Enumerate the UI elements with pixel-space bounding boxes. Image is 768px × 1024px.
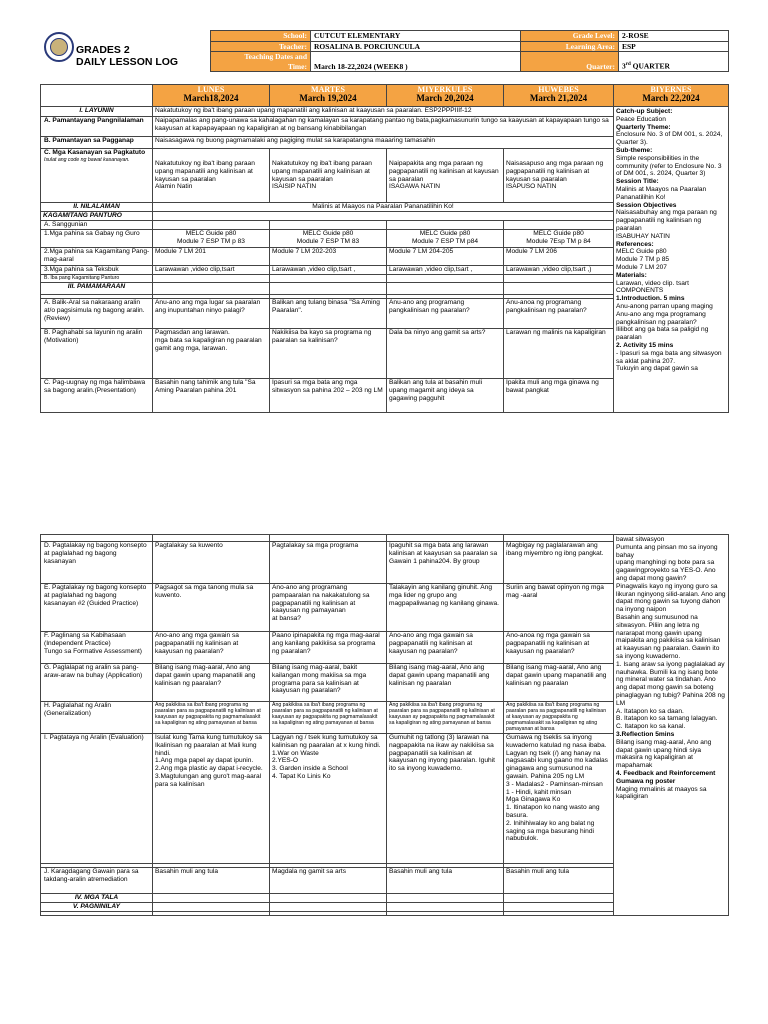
teks-cell: Larawawan ,video clip,tsart xyxy=(153,266,270,275)
generalization-label: H. Paglalahat ng Aralin (Generalization) xyxy=(41,702,153,734)
evaluation-cell: Isulat kung Tama kung tumutukoy sa Ikalinisan ng paaralan at Mali kung hindi. 1.Ang mga papel ay dapat ipunin. 2.Ang mga plastic ay dapat i-recycle. 3.Magtulungan ang guro't mag-aaral para sa kalinisan xyxy=(153,734,270,864)
side-note-line: 2. Activity 15 mins xyxy=(616,341,674,349)
balik-aral-label: A. Balik-Aral sa nakaraang aralin at/o pagsisimula ng bagong aralin.(Review) xyxy=(41,299,153,329)
nilalaman-text: Malinis at Maayos na Paaralan Pananatilihin Ko! xyxy=(153,203,614,212)
side-note-line: References: xyxy=(616,240,654,248)
lesson-table-page1 xyxy=(40,84,729,413)
independent-practice-cell: Ano-ano ang mga gawain sa pagpapanatili ng kalinisan at kaayusan ng paaralan? xyxy=(387,632,504,664)
document-title xyxy=(76,44,178,68)
gabay-cell: MELC Guide p80 Module 7 ESP TM 83 xyxy=(270,230,387,248)
pag-uugnay-cell: Ipakita muli ang mga ginawa ng bawat pangkat xyxy=(504,379,614,413)
side-note-line: Gumawa ng poster xyxy=(616,777,676,785)
generalization-cell: Ang pakikiisa sa iba't ibang programa ng paaralan para sa pagpapanatili ng kalinisan at kaayusan ay pagpapakita ng pagmamalasakit sa kapaligiran ng ating pamayanan at bansa xyxy=(153,702,270,734)
side-note-line: Tukuyin ang dapat gawin sa xyxy=(616,365,698,373)
guided-practice-cell: Suriin ang bawat opinyon ng mga mag -aaral xyxy=(504,584,614,632)
side-note-line: 4. Feedback and Reinforcement xyxy=(616,769,716,777)
takdang-aralin-label: J. Karagdagang Gawain para sa takdang-aralin atremediation xyxy=(41,868,153,894)
generalization-cell: Ang pakikiisa sa iba't ibang programa ng paaralan para sa pagpapanatili ng kalinisan at kaayusan ay pagpapakita ng pagmamalasakit sa kapaligiran ng ating pamayanan at bansa xyxy=(270,702,387,734)
teacher-value: ROSALINA B. PORCIUNCULA xyxy=(311,41,521,52)
pagtalakay-cell: Pagtalakay sa kuwento xyxy=(153,542,270,584)
iba-pang-kagamitan-label: B. Iba pang Kagamitang Panturo xyxy=(41,275,153,283)
layunin-heading: I. LAYUNIN xyxy=(41,107,153,117)
side-note-line: Session Title: xyxy=(616,178,659,186)
day-header-lunes: LUNES March18,2024 xyxy=(153,85,270,107)
day-header-miyerkules: MIYERKULES March 20,2024 xyxy=(387,85,504,107)
pagtalakay-cell: Magbigay ng paglalarawan ang ibang miyembro ng ibng pangkat. xyxy=(504,542,614,584)
school-label: School: xyxy=(211,31,311,42)
friday-side-column-p2 xyxy=(614,535,729,916)
side-note-line: 1.Introduction. 5 mins xyxy=(616,295,685,303)
mga-tala-heading: IV. MGA TALA xyxy=(41,894,153,903)
side-note-line: Catch-up Subject: xyxy=(616,108,673,115)
day-header-biyernes: BIYERNES March 22,2024 xyxy=(614,85,729,107)
guided-practice-label: E. Pagtalakay ng bagong konsepto at paglalahad ng bagong kasanayan #2 (Guided Practice) xyxy=(41,584,153,632)
kagamitan-heading: KAGAMITANG PANTURO xyxy=(41,212,153,221)
balik-aral-cell: Anu-anoa ng programang pangkalinisan ng paaralan? xyxy=(504,299,614,329)
side-note-line: Malinis at Maayos na Paaralan Pananatilihin Ko! xyxy=(616,185,707,201)
pagtalakay-cell: Ipaguhit sa mga bata ang larawan kalinisan at kaayusan sa paaralan sa Gawain 1 pahina204. By group xyxy=(387,542,504,584)
side-note-line: upang manghingi ng bote para sa gagawingproyekto sa YES-O. Ano ang dapat mong gawin? xyxy=(616,559,716,582)
side-note-line: 1. Isang araw sa iyong paglalakad ay nauhawka. Bumili ka ng isang bote ng mineral water sa tindahan. Ano ang dapat mong gawin sa boteng pinaglagyan ng tubig? Pahina 208 ng LM xyxy=(616,660,725,707)
independent-practice-label: F. Paglinang sa Kabihasaan (Independent Practice) Tungo sa Formative Assessment) xyxy=(41,632,153,664)
side-note-line: 3.Reflection 5mins xyxy=(616,730,675,738)
pag-uugnay-cell: Ipasuri sa mga bata ang mga sitwasyon sa pahina 202 – 203 ng LM xyxy=(270,379,387,413)
teacher-label: Teacher: xyxy=(211,41,311,52)
side-note-line: Module 7 LM 207 xyxy=(616,263,667,271)
grade-label: Grade Level: xyxy=(521,31,619,42)
side-note-line: A. Itatapon ko sa daan. xyxy=(616,707,684,715)
teks-cell: Larawawan ,video clip,tsart , xyxy=(387,266,504,275)
gabay-cell: MELC Guide p80 Module 7 ESP TM p 83 xyxy=(153,230,270,248)
evaluation-cell: Gumawa ng tseklis sa inyong kuwaderno katulad ng nasa ibaba. Lagyan ng tsek (/) ang hanay na nagsasabi kung gaano mo kadalas ginagawa ang sumusunod na gawain. Pahina 205 ng LM 3 - Madalas2 - Paminsan-minsan 1 - Hindi, kahit minsan Mga Ginagawa Ko 1. Itinatapon ko nang wasto ang basura. 2. Inihihiwalay ko ang balat ng saging sa mga basurang hindi nabubulok. xyxy=(504,734,614,864)
kagamitang-pang-mag-aaral-label: 2.Mga pahina sa Kagamitang Pang-mag-aaral xyxy=(41,248,153,266)
application-cell: Bilang isang mag-aaral, Ano ang dapat gawin upang mapanatili ang kalinisan ng paaralan? xyxy=(153,664,270,702)
sanggunian-label: A. Sanggunian xyxy=(41,221,153,230)
takdang-aralin-cell: Basahin muli ang tula xyxy=(504,868,614,894)
side-note-line: Materials: xyxy=(616,271,647,279)
side-note-line: Session Objectives xyxy=(616,201,677,209)
teks-cell: Larawawan ,video clip,tsart ,) xyxy=(504,266,614,275)
deped-seal-icon xyxy=(44,32,74,62)
side-note-line: Quarterly Theme: xyxy=(616,123,671,131)
gabay-cell: MELC Guide p80 Module 7Esp TM p 84 xyxy=(504,230,614,248)
takdang-aralin-cell: Magdala ng gamit sa arts xyxy=(270,868,387,894)
side-note-line: Pumunta ang pinsan mo sa inyong bahay xyxy=(616,543,718,559)
side-note-line: Sub-theme: xyxy=(616,146,653,154)
day-header-martes: MARTES March 19,2024 xyxy=(270,85,387,107)
evaluation-cell: Gumuhit ng tatlong (3) larawan na nagpapakita na ikaw ay nakikiisa sa pagpapanatili sa kalinisan at kaayusan ng inyong paaralan. Iguhit ito sa inyong kuwaderno. xyxy=(387,734,504,864)
balik-aral-cell: Anu-ano ang mga lugar sa paaralan ang inupuntahan ninyo palagi? xyxy=(153,299,270,329)
pagtalakay-cell: Pagtalakay sa mga programa xyxy=(270,542,387,584)
paghahabi-cell: Larawan ng malinis na kapaligiran xyxy=(504,329,614,379)
quarter-label: Quarter: xyxy=(521,52,619,72)
generalization-cell: Ang pakikiisa sa iba't ibang programa ng paaralan para sa pagpapanatili ng kalinisan at kaayusan ay pagpapakita ng pagmamalasakit sa kapaligiran ng ating pamayanan at bansa xyxy=(387,702,504,734)
area-label: Learning Area: xyxy=(521,41,619,52)
side-note-line: Basahin ang sumusunod na sitwasyon. Piliin ang letra ng nararapat mong gawin upang maipakita ang pakikiisa sa kalinisan at kaayusan ng paaralan. Gawin ito sa inyong kuwaderno. xyxy=(616,613,721,660)
side-note-line: C. Itatapon ko sa kanal. xyxy=(616,723,686,731)
gabay-label: 1.Mga pahina sa Gabay ng Guro xyxy=(41,230,153,248)
guided-practice-cell: Talakayin ang kanilang ginuhit. Ang mga lider ng grupo ang magpapaliwanag ng kanilang ginawa. xyxy=(387,584,504,632)
kasanayan-cell: Naipapakita ang mga paraan ng pagpapanatili ng kalinisan at kayusan sa paaralan ISAGAWA NATIN xyxy=(387,149,504,203)
kag-cell: Module 7 LM 204-205 xyxy=(387,248,504,266)
paghahabi-cell: Dala ba ninyo ang gamit sa arts? xyxy=(387,329,504,379)
pamantayang-text: Naipapamalas ang pang-unawa sa kahalagahan ng kamalayan sa karapatang pantao ng bata,pagkamasunurin tungo sa kaayusan at kapayapaan tungo sa kaayusan at kapapayapaan ng kapaligiran at ng bansang kinabibilangan xyxy=(153,117,614,137)
independent-practice-cell: Paano ipinapakita ng mga mag-aaral ang kanilang pakikiisa sa programa ng paaralan? xyxy=(270,632,387,664)
independent-practice-cell: Ano-anoa ng mga gawain sa pagpapanatili ng kalinisan at kaayusan ng paaralan? xyxy=(504,632,614,664)
application-label: G. Paglalapat ng aralin sa pang-araw-araw na buhay (Application) xyxy=(41,664,153,702)
pag-uugnay-label: C. Pag-uugnay ng mga halimbawa sa bagong aralin.(Presentation) xyxy=(41,379,153,413)
title-grade: GRADES 2 xyxy=(76,44,130,56)
paghahabi-label: B. Paghahabi sa layunin ng aralin (Motivation) xyxy=(41,329,153,379)
area-value: ESP xyxy=(619,41,729,52)
paghahabi-cell: Pagmasdan ang larawan. mga bata sa kapaligiran ng paaralan gamit ang mga, larawan. xyxy=(153,329,270,379)
kasanayan-cell: Naisasapuso ang mga paraan ng pagpapanatili ng kalinisan at kayusan sa paaralan ISAPUSO NATIN xyxy=(504,149,614,203)
kasanayan-cell: Nakatutukoy ng iba't ibang paraan upang mapanatili ang kalinisan at kayusan sa paaralan ISAISIP NATIN xyxy=(270,149,387,203)
kasanayan-label: C. Mga Kasanayan sa Pagkatuto Isulat ang code ng bawat kasanayan. xyxy=(41,149,153,203)
pagganap-label: B. Pamantayan sa Pagganap xyxy=(41,137,153,149)
side-note-line: MELC Guide p80 xyxy=(616,248,667,256)
grade-value: 2-ROSE xyxy=(619,31,729,42)
pamantayang-label: A. Pamantayang Pangnilalaman xyxy=(41,117,153,137)
takdang-aralin-cell: Basahin muli ang tula xyxy=(387,868,504,894)
header-table xyxy=(210,30,729,72)
kag-cell: Module 7 LM 206 xyxy=(504,248,614,266)
balik-aral-cell: Anu-ano ang programang pangkalinisan ng paaralan? xyxy=(387,299,504,329)
kag-cell: Module 7 LM 201 xyxy=(153,248,270,266)
side-note-line: COMPONENTS xyxy=(616,287,664,295)
paghahabi-cell: Nakikiisa ba kayo sa programa ng paaralan sa kalinisan? xyxy=(270,329,387,379)
pagninilay-heading: V. PAGNINILAY xyxy=(41,903,153,912)
school-value: CUTCUT ELEMENTARY xyxy=(311,31,521,42)
side-note-line: Pinagwalis kayo ng inyong guro sa likuran nginyong silid-aralan. Ano ang dapat mong gawin sa tuyong dahon na inyong naipon xyxy=(616,582,726,614)
side-note-line: - Ipasuri sa mga bata ang sitwasyon sa aklat pahina 207. xyxy=(616,349,722,365)
pag-uugnay-cell: Basahin nang tahimik ang tula "Sa Aming Paaralan pahina 201 xyxy=(153,379,270,413)
application-cell: Bilang isang mag-aaral, Ano ang dapat gawin upang mapanatili ang kalinisan ng paaralan xyxy=(504,664,614,702)
title-dll: DAILY LESSON LOG xyxy=(76,56,179,68)
application-cell: Bilang isang mag-aaral, Ano ang dapat gawin upang mapanatili ang kalinisan ng paaralan xyxy=(387,664,504,702)
day-header-huwebes: HUWEBES March 21,2024 xyxy=(504,85,614,107)
guided-practice-cell: Ano-ano ang programang pampaaralan na nakakatulong sa pagpapanatili ng kalinisan at kaayusan ng pamayanan at bansa? xyxy=(270,584,387,632)
teks-cell: Larawawan ,video clip,tsart , xyxy=(270,266,387,275)
teksbuk-label: 3.Mga pahina sa Teksbuk xyxy=(41,266,153,275)
pag-uugnay-cell: Balikan ang tula at basahin muli upang magamit ang ideya sa gagawing pagguhit xyxy=(387,379,504,413)
kag-cell: Module 7 LM 202-203 xyxy=(270,248,387,266)
gabay-cell: MELC Guide p80 Module 7 ESP TM p84 xyxy=(387,230,504,248)
application-cell: Bilang isang mag-aaral, bakit kailangan mong makiisa sa mga programa para sa kalinisan at kaayusan ng paaralan? xyxy=(270,664,387,702)
side-note-line: B. Itatapon ko sa tamang lalagyan. xyxy=(616,715,718,723)
side-note-line: Larawan, video clip. tsart xyxy=(616,279,689,287)
generalization-cell: Ang pakikiisa sa iba't ibang programa ng paaralan para sa pagpapanatili ng kalinisan at kaayusan ay pagpapakita ng pagmamalasakit sa kapaligiran ng ating pamayanan at bansa xyxy=(504,702,614,734)
evaluation-label: I. Pagtataya ng Aralin (Evaluation) xyxy=(41,734,153,864)
side-note-line: Ililibot ang ga bata sa paligid ng paaralan xyxy=(616,326,709,342)
nilalaman-heading: II. NILALAMAN xyxy=(41,203,153,212)
dates-label: Teaching Dates and Time: xyxy=(211,52,311,72)
side-note-line: Maging mmalinis at maayos sa kapaligiran xyxy=(616,785,707,801)
pamamaraan-heading: III. PAMAMARAAN xyxy=(41,283,153,295)
takdang-aralin-cell: Basahin muli ang tula xyxy=(153,868,270,894)
side-note-line: Anu-anong parran upang maging Anu-ano ang mga programang pangkalinisan ng paaralan? xyxy=(616,302,713,326)
balik-aral-cell: Balikan ang tulang binasa "Sa Aming Paaralan". xyxy=(270,299,387,329)
pagtalakay-label: D. Pagtalakay ng bagong konsepto at paglalahad ng bagong kasanayan xyxy=(41,542,153,584)
side-note-line: Peace Education xyxy=(616,115,666,123)
corner-cell xyxy=(41,85,153,107)
independent-practice-cell: Ano-ano ang mga gawain sa pagpapanatili ng kalinisan at kaayusan ng paaralan? xyxy=(153,632,270,664)
side-note-line: Bilang isang mag-aaral, Ano ang dapat gawin upang hindi siya makasira ng kapaligiran at mapahamak xyxy=(616,738,712,770)
side-note-line: Naisasabuhay ang mga paraan ng pagpapanatili ng kalinisan ng paaralan xyxy=(616,209,717,232)
evaluation-cell: Lagyan ng / tsek kung tumutukoy sa kalinisan ng paaralan at x kung hindi. 1.War on Waste 2.YES-O 3. Garden inside a School 4. Tapat Ko Linis Ko xyxy=(270,734,387,864)
kasanayan-cell: Nakatutukoy ng iba't ibang paraan upang mapanatili ang kalinisan at kayusan sa paaralan Alamin Natin xyxy=(153,149,270,203)
side-note-line: Module 7 TM p 85 xyxy=(616,256,670,264)
side-note-line: bawat sitwasyon xyxy=(616,536,665,543)
side-note-line: ISABUHAY NATIN xyxy=(616,232,670,240)
side-note-line: Enclosure No. 3 of DM 001, s. 2024, Quarter 3). xyxy=(616,131,723,147)
quarter-value: 3rd QUARTER xyxy=(619,52,729,72)
dates-value: March 18-22,2024 (WEEK8 ) xyxy=(311,52,521,72)
pagganap-text: Naisasagawa ng buong pagmamalaki ang pagiging mulat sa karapatangna maaaring tamasahin xyxy=(153,137,614,149)
guided-practice-cell: Pagsagot sa mga tanong mula sa kuwento. xyxy=(153,584,270,632)
friday-side-column-p1 xyxy=(614,107,729,413)
layunin-text: Nakatutukoy ng iba't ibang paraan upang mapanatili ang kalinisan at kaayusan sa paaralan. ESP2PPPIIIf-12 xyxy=(153,107,614,117)
lesson-table-page2 xyxy=(40,534,729,916)
side-note-line: Simple responsibilities in the community (refer to Enclosure No. 3 of DM 001, s. 2024, Quarter 3) xyxy=(616,154,722,178)
